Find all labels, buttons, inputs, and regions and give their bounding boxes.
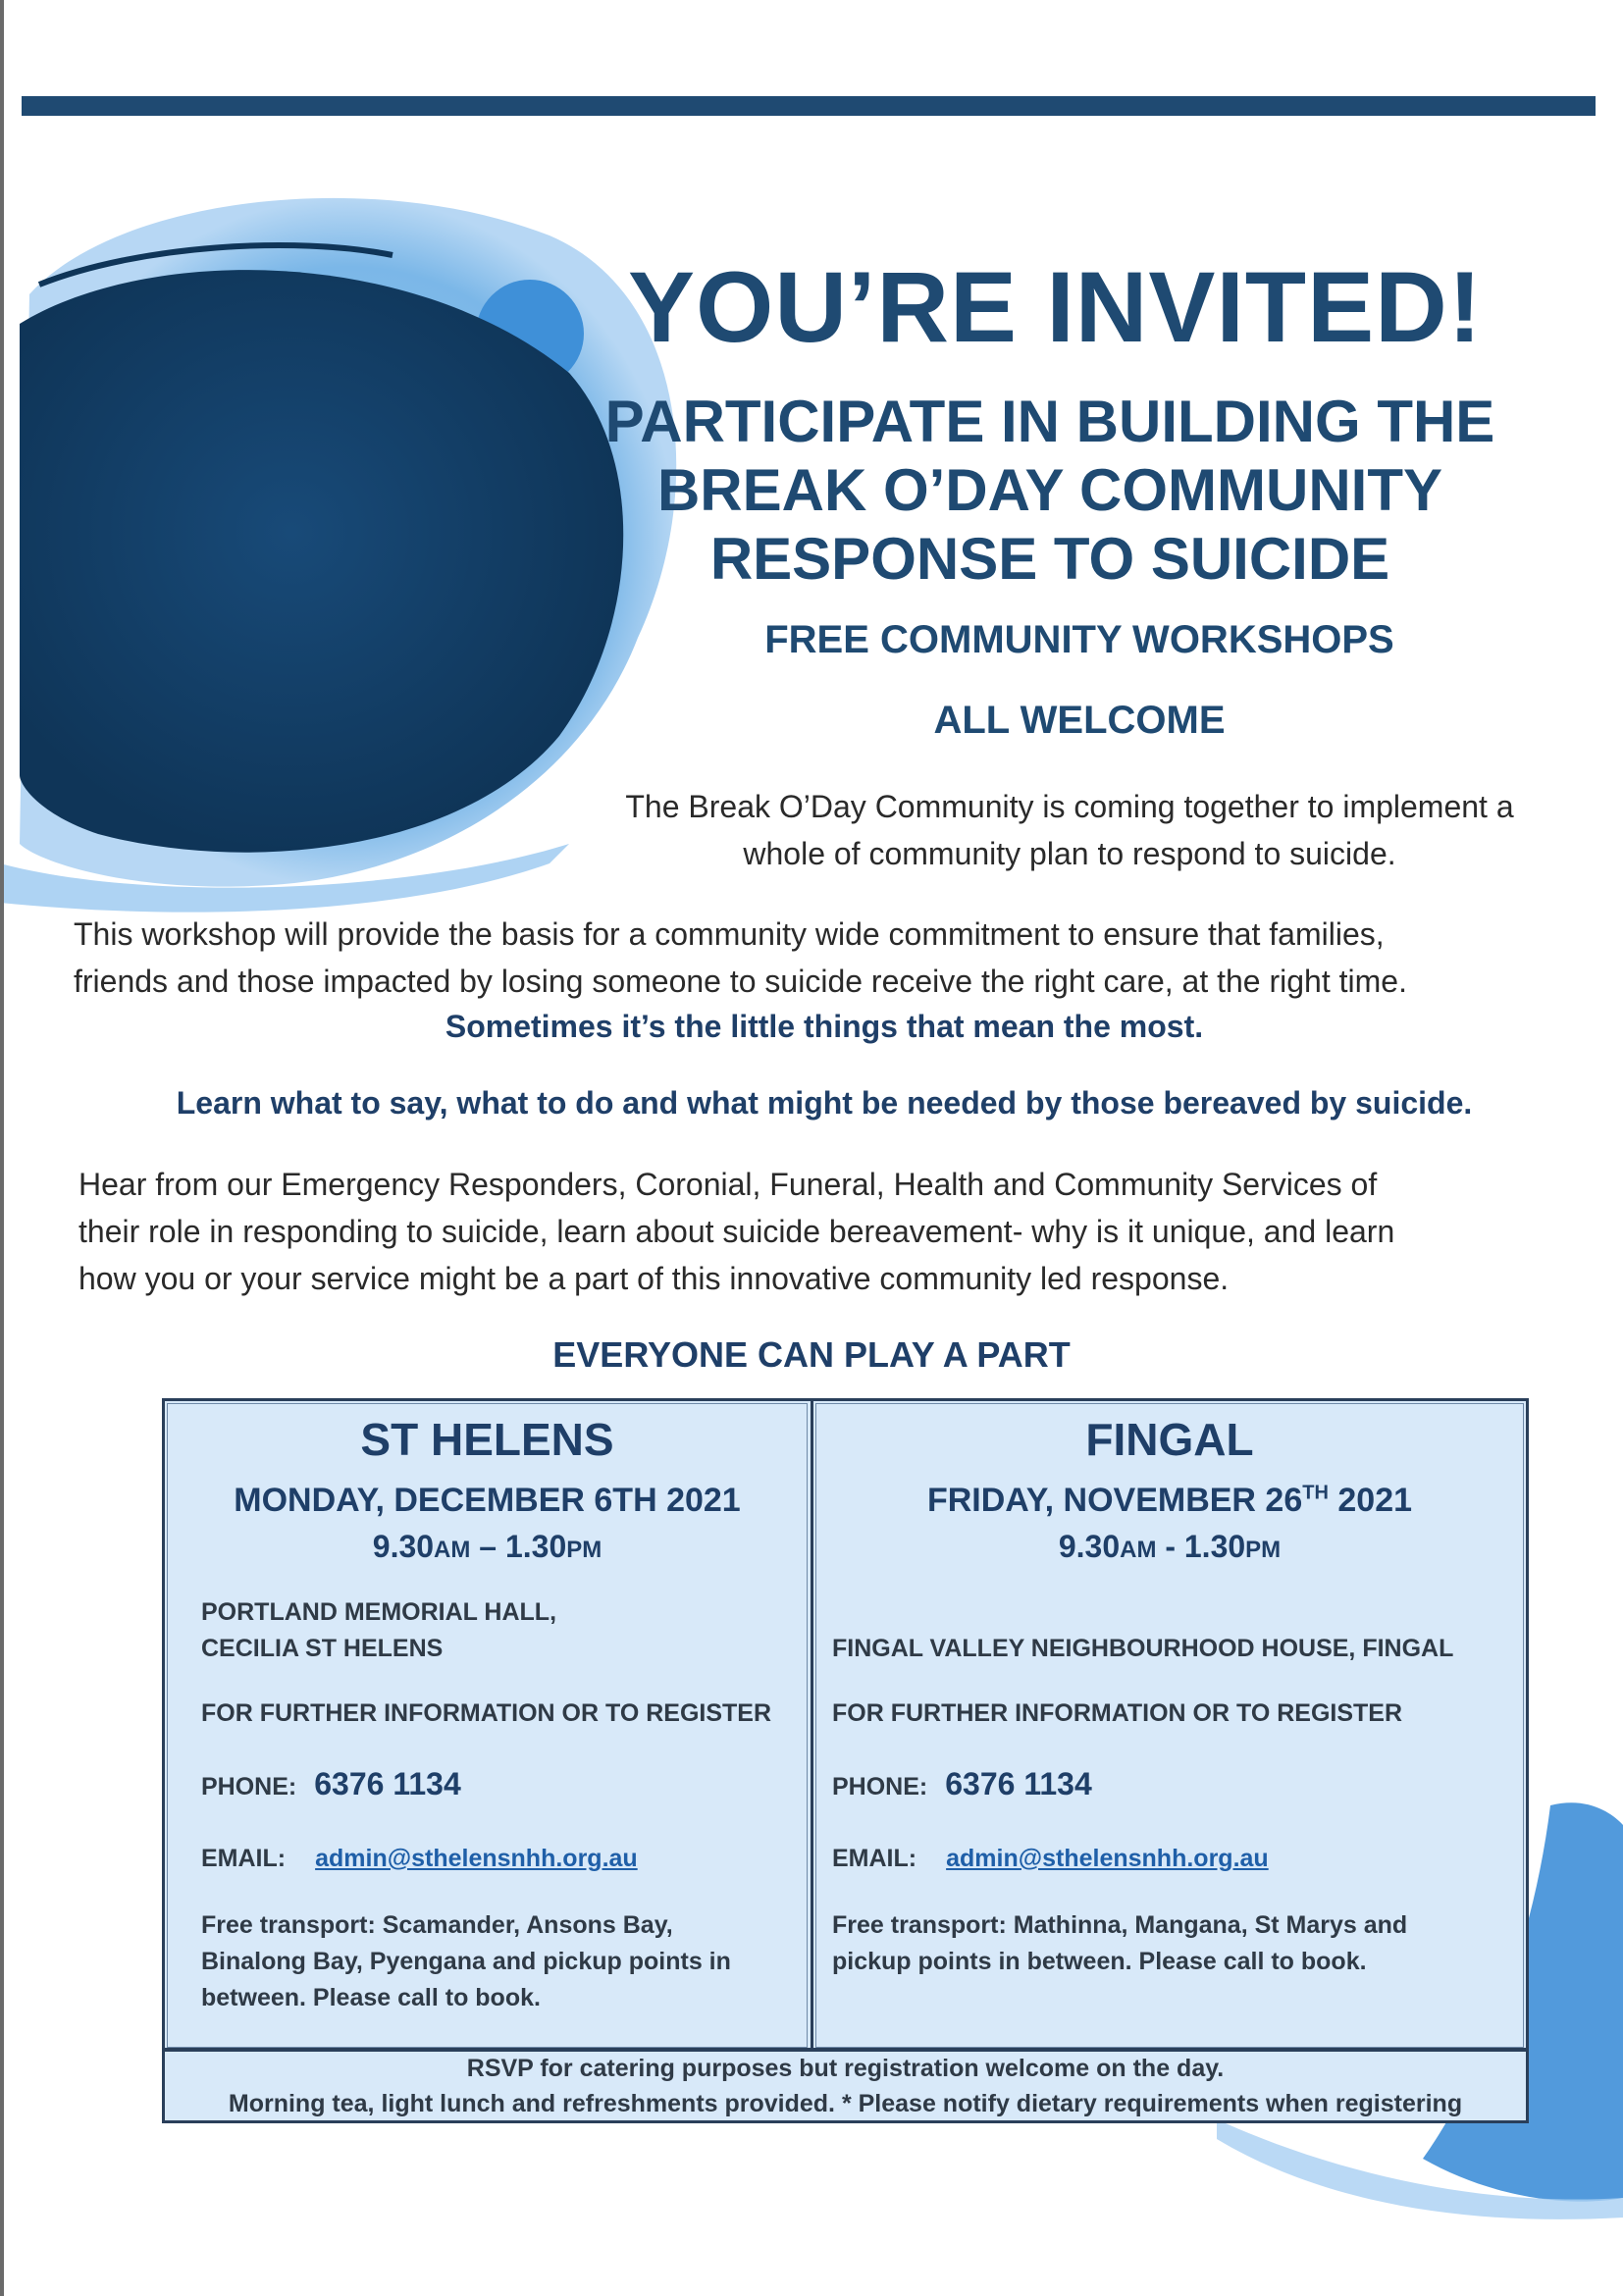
tagline-learn: Learn what to say, what to do and what might be needed by those bereaved by suicide.: [176, 1085, 1473, 1121]
phone-number: 6376 1134: [945, 1766, 1092, 1801]
phone-row: PHONE: 6376 1134: [201, 1766, 461, 1801]
subtitle-line: RESPONSE TO SUICIDE: [709, 526, 1390, 592]
email-link[interactable]: admin@sthelensnhh.org.au: [315, 1845, 638, 1872]
intro-paragraph: [559, 783, 1580, 877]
event-time: 9.30AM - 1.30PM: [1058, 1529, 1282, 1564]
page-subtitle: [550, 388, 1550, 594]
phone-row: PHONE: 6376 1134: [832, 1766, 1092, 1801]
services-paragraph: [79, 1161, 1580, 1302]
further-info-label: FOR FURTHER INFORMATION OR TO REGISTER: [832, 1699, 1403, 1727]
intro-line: The Break O’Day Community is coming together to implement a: [625, 789, 1514, 824]
subtitle-line: BREAK O’DAY COMMUNITY: [656, 457, 1443, 523]
event-town: ST HELENS: [360, 1414, 614, 1465]
paragraph-line: their role in responding to suicide, learn about suicide bereavement- why is it unique, and learn: [79, 1214, 1395, 1249]
paragraph-line: Hear from our Emergency Responders, Coronial, Funeral, Health and Community Services of: [79, 1167, 1378, 1202]
rsvp-line: Morning tea, light lunch and refreshments provided. * Please notify dietary requirements when registering: [228, 2090, 1463, 2117]
paragraph-line: how you or your service might be a part of this innovative community led response.: [79, 1261, 1230, 1296]
paragraph-line: friends and those impacted by losing someone to suicide receive the right care, at the right time.: [74, 964, 1407, 999]
further-info-label: FOR FURTHER INFORMATION OR TO REGISTER: [201, 1699, 772, 1727]
intro-line: whole of community plan to respond to suicide.: [743, 836, 1396, 871]
page-title: YOU’RE INVITED!: [628, 251, 1483, 363]
free-workshops-heading: FREE COMMUNITY WORKSHOPS: [764, 618, 1394, 661]
transport-info: Free transport: Scamander, Ansons Bay, Binalong Bay, Pyengana and pickup points in between. Please call to book.: [201, 1911, 731, 2011]
table-divider: [811, 1401, 813, 2051]
event-date: MONDAY, DECEMBER 6TH 2021: [234, 1482, 741, 1519]
paragraph-line: This workshop will provide the basis for a community wide commitment to ensure that families,: [74, 916, 1385, 952]
event-town: FINGAL: [1085, 1414, 1254, 1465]
event-venue: PORTLAND MEMORIAL HALL, CECILIA ST HELENS: [201, 1598, 557, 1662]
tagline-little-things: Sometimes it’s the little things that mean the most.: [445, 1009, 1204, 1044]
subtitle-line: PARTICIPATE IN BUILDING THE: [604, 389, 1495, 454]
transport-info: Free transport: Mathinna, Mangana, St Marys and pickup points in between. Please call to book.: [832, 1911, 1408, 1975]
workshop-paragraph: [74, 911, 1575, 1005]
everyone-heading: EVERYONE CAN PLAY A PART: [552, 1334, 1071, 1375]
email-row: EMAIL: admin@sthelensnhh.org.au: [201, 1845, 638, 1872]
email-row: EMAIL: admin@sthelensnhh.org.au: [832, 1845, 1269, 1872]
event-time: 9.30AM – 1.30PM: [372, 1529, 602, 1564]
all-welcome-heading: ALL WELCOME: [933, 699, 1226, 742]
header-bar: [22, 96, 1596, 116]
event-venue: FINGAL VALLEY NEIGHBOURHOOD HOUSE, FINGAL: [832, 1635, 1454, 1662]
email-link[interactable]: admin@sthelensnhh.org.au: [946, 1845, 1269, 1872]
event-date: FRIDAY, NOVEMBER 26TH 2021: [926, 1482, 1413, 1519]
page-edge: [0, 0, 4, 2296]
rsvp-line: RSVP for catering purposes but registration welcome on the day.: [466, 2055, 1225, 2082]
phone-number: 6376 1134: [314, 1766, 461, 1801]
